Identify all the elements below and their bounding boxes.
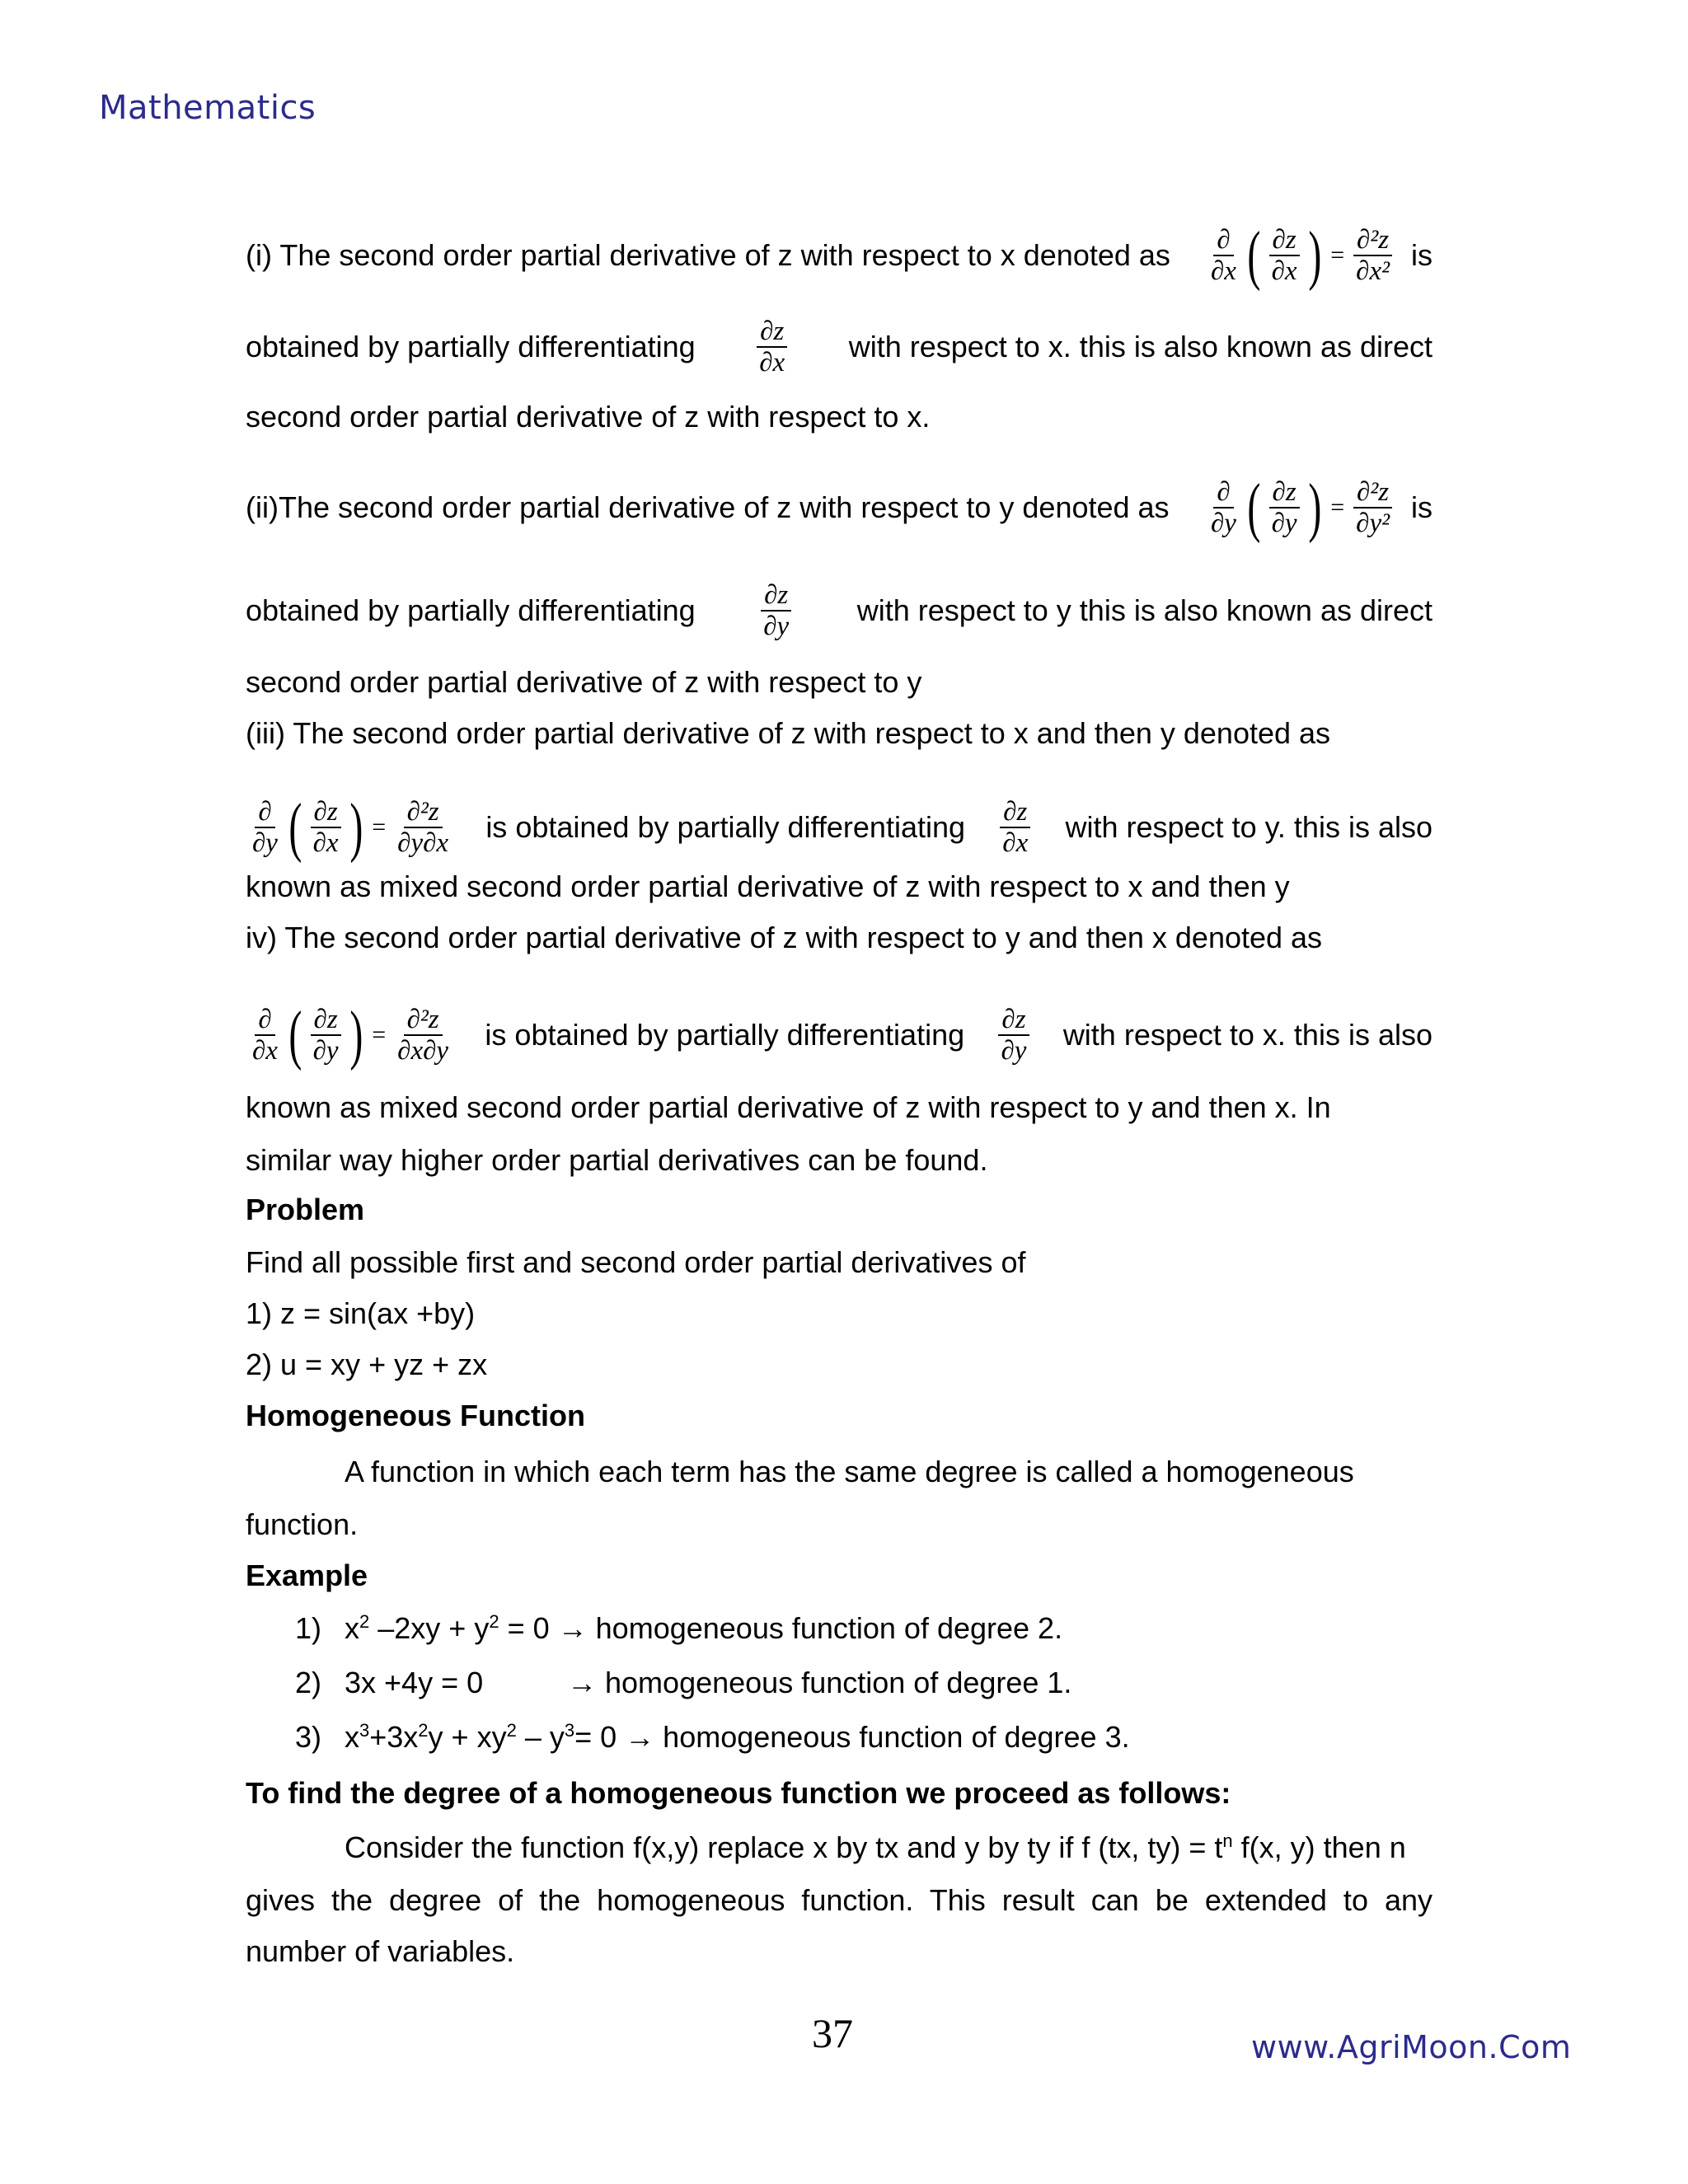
degree-line-a: Consider the function f(x,y) replace x by tx and y by ty if f (tx, $ty) = t^n$ f(x, y) then n <box>345 1830 1406 1864</box>
formula-d2z-dxdy: $\frac{\partial}{\partial x}$ ( $\frac{\partial z}{\partial y}$ ) = $\frac{\text{∂²z}}{\partial x\partial y}$ <box>252 999 449 1071</box>
frac-dz-dy-inline: $\frac{\partial z}{\partial y}$ <box>760 580 792 641</box>
arrow-icon: → <box>617 1720 663 1754</box>
p4-text-b-post: with respect to x. this is also <box>1062 1018 1432 1052</box>
p1-line1 <box>246 219 1432 292</box>
p3-line3: known as mixed second order partial derivative of z with respect to x and then y <box>246 869 1290 903</box>
page-number: 37 <box>812 2010 853 2056</box>
p1-line2 <box>246 316 1432 377</box>
degree-line-c: number of variables. <box>246 1934 515 1968</box>
running-header: Mathematics <box>99 89 316 127</box>
degree-line-b: gives the degree of the homogeneous function. This result can be extended to any <box>246 1883 1432 1917</box>
p1-text-a: (i) The second order partial derivative of z with respect to x denoted as <box>246 238 1170 272</box>
frac-dz-dx-inline: $\frac{\partial z}{\partial x}$ <box>756 316 788 377</box>
p2-text-a: (ii)The second order partial derivative of z with respect to y denoted as <box>246 490 1170 524</box>
p2-text-b-pre: obtained by partially differentiating <box>246 593 696 627</box>
p4-line2 <box>246 999 1432 1071</box>
p1-text-b-post: with respect to x. this is also known as direct <box>848 330 1432 363</box>
p2-text-b-post: with respect to y this is also known as direct <box>856 593 1432 627</box>
problem-intro: Find all possible first and second order partial derivatives of <box>246 1245 1026 1279</box>
problem-item-2: 2) u = xy + yz + zx <box>246 1347 488 1381</box>
p3-text-b-post: with respect to y. this is also <box>1065 810 1432 844</box>
p3-line2 <box>246 791 1432 864</box>
formula-d2z-dydx: $\frac{\partial}{\partial y}$ ( $\frac{\partial z}{\partial x}$ ) = $\frac{\text{∂²z}}{\partial y\partial x}$ <box>252 791 449 864</box>
formula-d2z-dy2: $\frac{\partial}{\partial y}$ ( $\frac{\partial z}{\partial y}$ ) = $\frac{\text{∂²z}}{\text{∂y²}}$ <box>1204 475 1396 541</box>
footer-url: www.AgriMoon.Com <box>1251 2029 1572 2065</box>
p3-line1: (iii) The second order partial derivative of z with respect to x and then y denoted as <box>246 716 1331 750</box>
problem-item-1: 1) z = sin(ax +by) <box>246 1296 476 1330</box>
frac-d2z-dx2: $\frac{\text{∂²z}}{\text{∂x²}}$ <box>1353 225 1393 286</box>
formula-d2z-dx2: $\frac{\partial}{\partial x}$ ( $\frac{\partial z}{\partial x}$ ) = $\frac{\text{∂²z}}{\text{∂x²}}$ <box>1204 223 1396 288</box>
homogeneous-def-b: function. <box>246 1507 359 1541</box>
frac-dz-dy-p4: $\frac{\partial z}{\partial y}$ <box>997 1005 1029 1066</box>
homogeneous-def-a: A function in which each term has the same degree is called a homogeneous <box>345 1455 1354 1488</box>
p2-line1 <box>246 471 1432 544</box>
degree-heading: To find the degree of a homogeneous function we proceed as follows: <box>246 1776 1231 1810</box>
p4-line3: known as mixed second order partial derivative of z with respect to y and then x. In <box>246 1090 1331 1124</box>
frac-dz-dx-p3: $\frac{\partial z}{\partial x}$ <box>999 797 1031 858</box>
example-item-1: 1) $x^2$ $-2xy + y^2 = 0$ → homogeneous function of degree 2. <box>295 1611 1063 1645</box>
p2-line2 <box>246 580 1432 641</box>
arrow-icon: → <box>567 1666 606 1699</box>
p3-text-b-mid: is obtained by partially differentiating <box>485 810 966 844</box>
example-heading: Example <box>246 1558 368 1592</box>
problem-heading: Problem <box>246 1193 365 1226</box>
p1-text-b-pre: obtained by partially differentiating <box>246 330 696 363</box>
p2-line3: second order partial derivative of z with respect to y <box>246 665 922 699</box>
frac-dz-dx: $\frac{\partial z}{\partial x}$ <box>1268 225 1301 286</box>
p1-line3: second order partial derivative of z with respect to x. <box>246 400 931 434</box>
p1-is: is <box>1411 238 1432 272</box>
frac-partial-dx: $\frac{\partial}{\partial x}$ <box>1211 225 1236 286</box>
example-item-2: 2) 3x +4y = 0 → homogeneous function of degree 1. <box>295 1666 1072 1699</box>
p4-text-b-mid: is obtained by partially differentiating <box>485 1018 965 1052</box>
p2-is: is <box>1411 490 1432 524</box>
arrow-icon: → <box>549 1611 596 1645</box>
example-item-3: 3) $x^3+3x^2y + xy^2 - y^3= 0$ → homogeneous function of degree 3. <box>295 1720 1130 1754</box>
homogeneous-heading: Homogeneous Function <box>246 1399 585 1432</box>
p4-line4: similar way higher order partial derivatives can be found. <box>246 1143 988 1177</box>
p4-line1: iv) The second order partial derivative of z with respect to y and then x denoted as <box>246 921 1323 954</box>
